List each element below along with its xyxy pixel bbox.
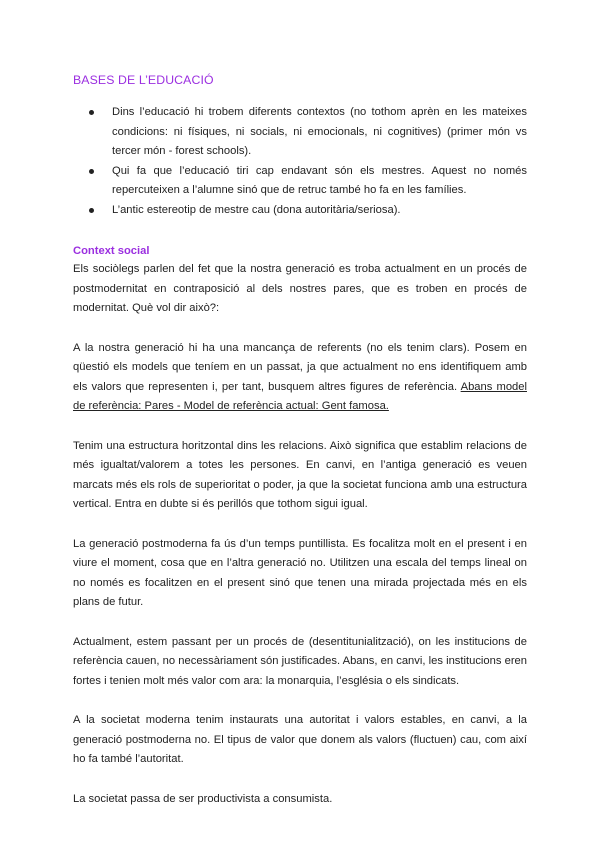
paragraph-5: Actualment, estem passant per un procés de (desentitunialització), on les institucions de referència cauen, no necessàriament són justificades. Abans, en canvi, les institucions eren fortes i tenien molt més valor com ara: la monarquia, l’església o els sindicats. xyxy=(73,635,527,687)
bullet-text: Qui fa que l’educació tiri cap endavant són els mestres. Aquest no només repercuteixen a l’alumne sinó que de retruc també ho fa en les famílies. xyxy=(112,164,527,196)
bullet-item-2 xyxy=(73,162,527,201)
paragraph-7: La societat passa de ser productivista a consumista. xyxy=(73,792,333,805)
bullet-dot-icon xyxy=(89,110,94,115)
bullet-dot-icon xyxy=(89,169,94,174)
paragraph-3: Tenim una estructura horitzontal dins les relacions. Això significa que establim relacions de més igualtat/valorem a totes les persones. En canvi, en l’antiga generació es veuen marcats més els rols de superioritat o poder, ja que la societat funciona amb una estructura vertical. Entra en dubte si és perillós que tothom sigui igual. xyxy=(73,439,527,510)
document-page xyxy=(73,70,527,829)
bullet-item-1 xyxy=(73,103,527,162)
paragraph-1: Els sociòlegs parlen del fet que la nostra generació es troba actualment en un procés de postmodernitat en contraposició al dels nostres pares, que es troben en procés de modernitat. Què vol dir això?: xyxy=(73,263,527,314)
bullet-text: L’antic estereotip de mestre cau (dona autoritària/seriosa). xyxy=(112,203,401,216)
document-title: BASES DE L’EDUCACIÓ xyxy=(73,73,214,87)
bullet-item-3 xyxy=(73,201,527,221)
bullet-list xyxy=(73,103,527,220)
paragraph-2-underlined: Abans model de referència: Pares - Model de referència actual: Gent famosa. xyxy=(73,380,527,412)
section-title: Context social xyxy=(73,245,150,257)
paragraph-2 xyxy=(73,339,527,417)
paragraph-2-text: A la nostra generació hi ha una mancança de referents (no els tenim clars). Posem en qüestió els models que teníem en un passat, ja que actualment no ens identifiquem amb els valors que representen i, per tant, busquem altres figures de referència. xyxy=(73,341,527,393)
bullet-dot-icon xyxy=(89,208,94,213)
paragraph-4: La generació postmoderna fa ús d’un temps puntillista. Es focalitza molt en el present i en viure el moment, cosa que en l’altra generació no. Utilitzen una escala del temps lineal on no només es focalitzen en el present sinó que tenen una mirada projectada més en els plans de futur. xyxy=(73,537,527,608)
bullet-text: Dins l’educació hi trobem diferents contextos (no tothom aprèn en les mateixes condicions: ni físiques, ni socials, ni emocionals, ni cognitives) (primer món vs tercer món - forest schools). xyxy=(112,106,527,157)
paragraph-6: A la societat moderna tenim instaurats una autoritat i valors estables, en canvi, a la generació postmoderna no. El tipus de valor que donem als valors (fluctuen) cau, com així ho fa també l’autoritat. xyxy=(73,714,527,765)
